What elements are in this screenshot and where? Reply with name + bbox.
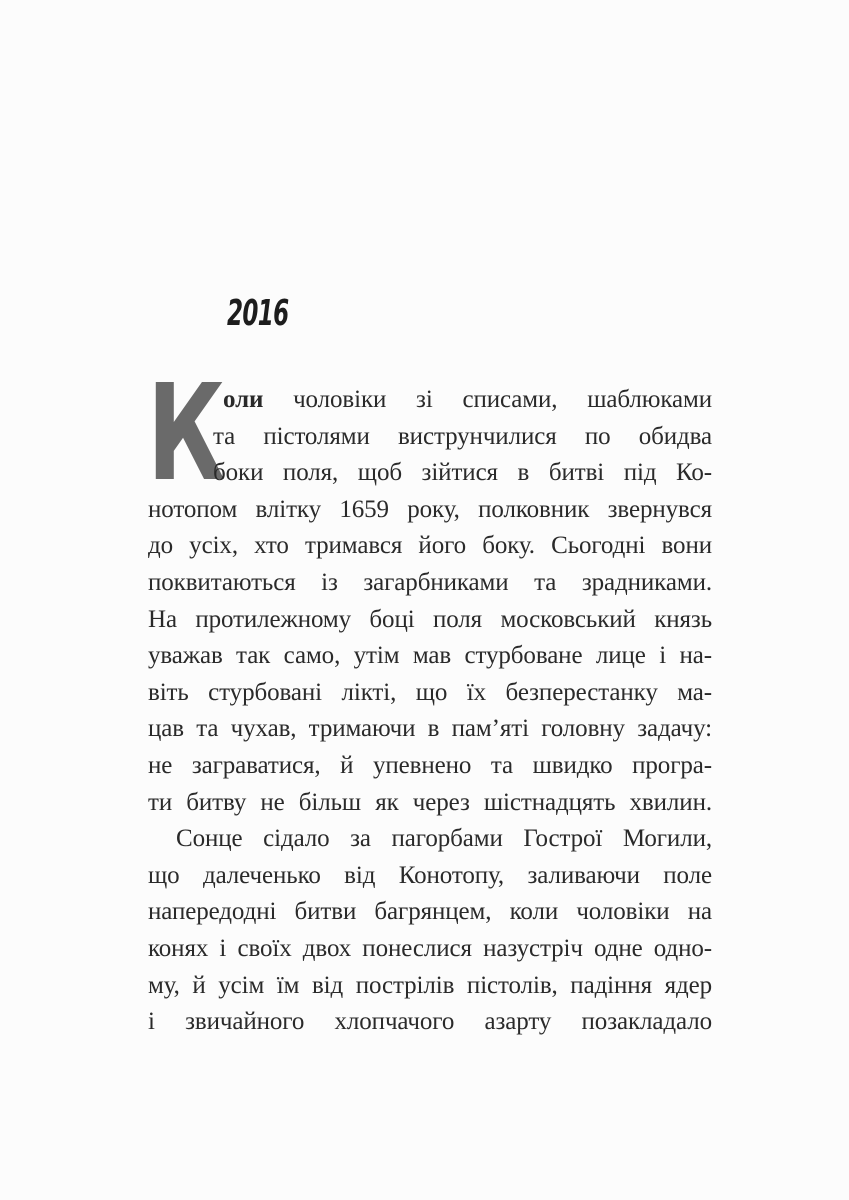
text-line: Сонце сідало за пагорбами Гострої Могили, — [176, 825, 712, 853]
text-line: поквитаються із загарбниками та зрадниками. — [148, 568, 712, 596]
text-line: ти битву не більш як через шістнадцять хвилин. — [148, 788, 712, 816]
dropcap-letter: К — [147, 357, 226, 511]
text-line: оли чоловіки зі списами, шаблюками — [223, 386, 712, 413]
text-line: не заграватися, й упевнено та швидко програ- — [148, 751, 712, 779]
text-line: віть стурбовані лікті, що їх безперестанку ма- — [148, 678, 712, 706]
text-line: що далеченько від Конотопу, заливаючи поле — [148, 861, 712, 889]
text-line: конях і своїх двох понеслися назустріч одне одно- — [148, 934, 712, 962]
text-line: цав та чухав, тримаючи в пам’яті головну задачу: — [148, 715, 712, 743]
text-line: боки поля, щоб зійтися в битві під Ко- — [213, 459, 712, 487]
text-line: напередодні битви багрянцем, коли чоловіки на — [148, 898, 712, 926]
bold-word-fragment: оли — [223, 386, 264, 413]
text-line: і звичайного хлопчачого азарту позакладало — [148, 1008, 712, 1036]
text-line: На протилежному боці поля московський князь — [148, 605, 712, 633]
chapter-year-heading: 2016 — [227, 293, 289, 334]
body-text — [148, 382, 712, 1041]
text-line: та пістолями виструнчилися по обидва — [213, 422, 712, 450]
text-line: нотопом влітку 1659 року, полковник звернувся — [148, 495, 712, 523]
text-line: уважав так само, утім мав стурбоване лице і на- — [148, 642, 712, 670]
text-line: до усіх, хто тримався його боку. Сьогодні вони — [148, 532, 712, 560]
text-line: му, й усім їм від пострілів пістолів, падіння ядер — [148, 971, 712, 999]
